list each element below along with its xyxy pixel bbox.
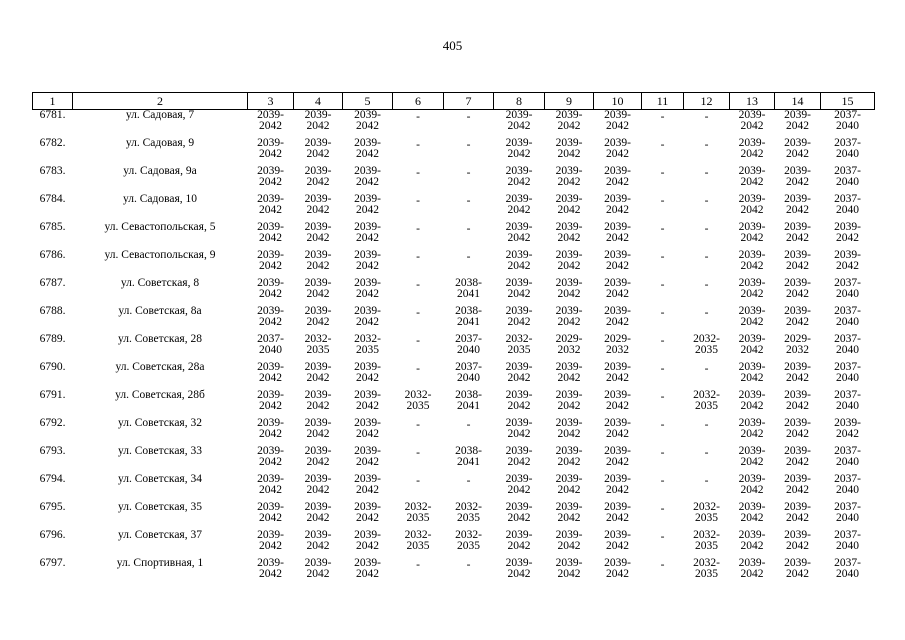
row-number: 6790.	[39, 361, 66, 373]
year-range-cell: 2039- 2042	[555, 361, 583, 384]
row-number: 6788.	[39, 305, 66, 317]
year-range-cell: -	[466, 167, 471, 179]
year-range-cell: 2039- 2042	[738, 361, 766, 384]
year-range-cell: -	[416, 167, 420, 179]
year-range-cell: 2039- 2042	[354, 473, 381, 496]
column-header-2: 2	[73, 93, 248, 110]
year-range-cell: 2039- 2042	[304, 165, 332, 188]
address-cell: ул. Советская, 28	[118, 333, 202, 345]
address-cell: ул. Советская, 33	[118, 445, 202, 457]
year-range-cell: -	[416, 447, 420, 459]
year-range-cell: -	[466, 559, 471, 571]
header-row	[33, 93, 875, 110]
year-range-cell: 2032- 2035	[404, 389, 432, 412]
address-cell: ул. Советская, 8	[120, 277, 200, 289]
address-cell: ул. Садовая, 7	[125, 109, 195, 121]
year-range-cell: 2039- 2042	[834, 221, 861, 244]
year-range-cell: 2039- 2042	[354, 389, 381, 412]
year-range-cell: 2032- 2035	[304, 333, 332, 356]
year-range-cell: 2039- 2042	[555, 445, 583, 468]
year-range-cell: 2037- 2040	[834, 501, 861, 524]
year-range-cell: 2039- 2042	[354, 417, 381, 440]
year-range-cell: 2032- 2035	[693, 389, 720, 412]
year-range-cell: -	[466, 111, 471, 123]
year-range-cell: -	[466, 223, 471, 235]
year-range-cell: 2039- 2042	[257, 389, 284, 412]
year-range-cell: 2039- 2042	[257, 473, 284, 496]
year-range-cell: 2039- 2042	[505, 473, 533, 496]
year-range-cell: 2039- 2042	[784, 221, 811, 244]
year-range-cell: -	[660, 391, 665, 403]
year-range-cell: 2038- 2041	[455, 277, 482, 300]
year-range-cell: -	[660, 419, 665, 431]
year-range-cell: 2039- 2042	[505, 109, 533, 132]
year-range-cell: 2039- 2042	[354, 529, 381, 552]
year-range-cell: -	[466, 195, 471, 207]
year-range-cell: 2039- 2042	[257, 361, 284, 384]
year-range-cell: -	[704, 195, 709, 207]
year-range-cell: 2039- 2042	[505, 389, 533, 412]
year-range-cell: 2037- 2040	[834, 109, 861, 132]
column-header-13: 13	[730, 93, 775, 110]
year-range-cell: 2039- 2042	[304, 501, 332, 524]
year-range-cell: 2039- 2042	[257, 445, 284, 468]
year-range-cell: 2039- 2042	[304, 277, 332, 300]
column-header-1: 1	[33, 93, 73, 110]
year-range-cell: 2039- 2042	[505, 249, 533, 272]
year-range-cell: 2039- 2042	[604, 557, 631, 580]
column-header-12: 12	[684, 93, 730, 110]
year-range-cell: -	[660, 111, 665, 123]
year-range-cell: -	[704, 167, 709, 179]
table-row	[33, 446, 875, 474]
row-number: 6792.	[39, 417, 66, 429]
year-range-cell: 2039- 2042	[555, 165, 583, 188]
year-range-cell: 2039- 2042	[354, 193, 381, 216]
year-range-cell: 2039- 2042	[505, 501, 533, 524]
year-range-cell: 2039- 2042	[304, 473, 332, 496]
table-row	[33, 474, 875, 502]
year-range-cell: 2039- 2042	[834, 417, 861, 440]
address-cell: ул. Садовая, 9а	[123, 165, 197, 177]
year-range-cell: -	[416, 223, 420, 235]
year-range-cell: 2039- 2042	[784, 249, 811, 272]
year-range-cell: 2037- 2040	[834, 305, 861, 328]
page-number: 405	[442, 38, 463, 53]
table-row	[33, 250, 875, 278]
year-range-cell: -	[660, 335, 665, 347]
year-range-cell: 2039- 2042	[257, 277, 284, 300]
table-row	[33, 138, 875, 166]
year-range-cell: 2032- 2035	[354, 333, 381, 356]
year-range-cell: 2039- 2042	[604, 221, 631, 244]
year-range-cell: 2039- 2042	[505, 529, 533, 552]
year-range-cell: -	[660, 167, 665, 179]
year-range-cell: -	[466, 475, 471, 487]
year-range-cell: 2039- 2042	[505, 305, 533, 328]
address-cell: ул. Советская, 35	[118, 501, 202, 513]
year-range-cell: 2039- 2042	[555, 557, 583, 580]
table-row	[33, 278, 875, 306]
year-range-cell: 2039- 2042	[604, 137, 631, 160]
year-range-cell: 2039- 2042	[505, 277, 533, 300]
year-range-cell: 2039- 2042	[257, 249, 284, 272]
year-range-cell: -	[660, 503, 665, 515]
year-range-cell: 2039- 2042	[505, 165, 533, 188]
year-range-cell: 2039- 2042	[784, 557, 811, 580]
year-range-cell: 2039- 2042	[257, 221, 284, 244]
year-range-cell: -	[416, 335, 420, 347]
column-header-11: 11	[642, 93, 684, 110]
year-range-cell: -	[416, 251, 420, 263]
year-range-cell: 2039- 2042	[784, 445, 811, 468]
column-header-8: 8	[494, 93, 545, 110]
year-range-cell: 2039- 2042	[604, 109, 631, 132]
table-row	[33, 306, 875, 334]
year-range-cell: 2039- 2042	[257, 109, 284, 132]
year-range-cell: 2039- 2042	[304, 221, 332, 244]
year-range-cell: 2039- 2042	[505, 445, 533, 468]
year-range-cell: 2032- 2035	[693, 557, 720, 580]
year-range-cell: 2037- 2040	[834, 445, 861, 468]
year-range-cell: 2039- 2042	[354, 165, 381, 188]
year-range-cell: 2039- 2042	[257, 165, 284, 188]
column-header-10: 10	[594, 93, 642, 110]
year-range-cell: -	[704, 279, 709, 291]
year-range-cell: 2029- 2032	[555, 333, 583, 356]
address-cell: ул. Садовая, 9	[125, 137, 195, 149]
year-range-cell: 2038- 2041	[455, 389, 482, 412]
column-header-4: 4	[294, 93, 343, 110]
year-range-cell: 2039- 2042	[354, 277, 381, 300]
column-header-7: 7	[444, 93, 494, 110]
year-range-cell: 2039- 2042	[304, 529, 332, 552]
row-number: 6793.	[39, 445, 66, 457]
year-range-cell: 2039- 2042	[604, 249, 631, 272]
year-range-cell: 2039- 2042	[555, 109, 583, 132]
year-range-cell: -	[704, 307, 709, 319]
year-range-cell: 2039- 2042	[555, 501, 583, 524]
row-number: 6783.	[39, 165, 66, 177]
year-range-cell: 2037- 2040	[834, 193, 861, 216]
address-cell: ул. Советская, 8а	[118, 305, 202, 317]
year-range-cell: -	[466, 419, 471, 431]
year-range-cell: 2039- 2042	[738, 389, 766, 412]
year-range-cell: 2039- 2042	[304, 389, 332, 412]
column-header-3: 3	[248, 93, 294, 110]
year-range-cell: -	[660, 195, 665, 207]
year-range-cell: 2037- 2040	[834, 389, 861, 412]
year-range-cell: 2039- 2042	[738, 501, 766, 524]
year-range-cell: 2037- 2040	[455, 361, 482, 384]
year-range-cell: 2039- 2042	[354, 445, 381, 468]
year-range-cell: 2039- 2042	[304, 193, 332, 216]
year-range-cell: 2037- 2040	[834, 557, 861, 580]
year-range-cell: 2039- 2042	[555, 417, 583, 440]
year-range-cell: 2039- 2042	[555, 277, 583, 300]
year-range-cell: 2039- 2042	[738, 557, 766, 580]
year-range-cell: 2039- 2042	[604, 473, 631, 496]
year-range-cell: 2039- 2042	[784, 277, 811, 300]
year-range-cell: 2039- 2042	[604, 417, 631, 440]
year-range-cell: -	[660, 447, 665, 459]
year-range-cell: 2039- 2042	[354, 501, 381, 524]
year-range-cell: 2039- 2042	[784, 193, 811, 216]
year-range-cell: 2032- 2035	[404, 501, 432, 524]
table-row	[33, 502, 875, 530]
year-range-cell: 2039- 2042	[257, 305, 284, 328]
table-row	[33, 222, 875, 250]
year-range-cell: 2039- 2042	[834, 249, 861, 272]
row-number: 6791.	[39, 389, 66, 401]
year-range-cell: 2039- 2042	[784, 473, 811, 496]
table-row	[33, 334, 875, 362]
year-range-cell: 2039- 2042	[784, 109, 811, 132]
row-number: 6785.	[39, 221, 66, 233]
year-range-cell: 2039- 2042	[784, 361, 811, 384]
year-range-cell: -	[660, 559, 665, 571]
year-range-cell: 2039- 2042	[604, 389, 631, 412]
year-range-cell: -	[660, 279, 665, 291]
year-range-cell: -	[704, 419, 709, 431]
year-range-cell: 2039- 2042	[738, 333, 766, 356]
year-range-cell: 2039- 2042	[304, 137, 332, 160]
year-range-cell: 2039- 2042	[257, 529, 284, 552]
year-range-cell: -	[660, 139, 665, 151]
year-range-cell: -	[416, 307, 420, 319]
year-range-cell: -	[704, 251, 709, 263]
year-range-cell: -	[416, 475, 420, 487]
year-range-cell: 2039- 2042	[738, 249, 766, 272]
year-range-cell: 2029- 2032	[604, 333, 631, 356]
year-range-cell: 2039- 2042	[505, 417, 533, 440]
year-range-cell: 2039- 2042	[738, 529, 766, 552]
address-cell: ул. Севастопольская, 9	[104, 249, 216, 261]
year-range-cell: -	[660, 251, 665, 263]
year-range-cell: 2039- 2042	[738, 417, 766, 440]
year-range-cell: -	[416, 111, 420, 123]
year-range-cell: -	[416, 363, 420, 375]
table-row	[33, 418, 875, 446]
year-range-cell: 2039- 2042	[784, 417, 811, 440]
year-range-cell: 2032- 2035	[404, 529, 432, 552]
year-range-cell: 2032- 2035	[455, 501, 482, 524]
table-row	[33, 194, 875, 222]
year-range-cell: 2039- 2042	[354, 221, 381, 244]
row-number: 6787.	[39, 277, 66, 289]
year-range-cell: 2039- 2042	[257, 501, 284, 524]
address-cell: ул. Советская, 34	[118, 473, 202, 485]
row-number: 6789.	[39, 333, 66, 345]
table-row	[33, 390, 875, 418]
column-header-6: 6	[393, 93, 444, 110]
year-range-cell: -	[704, 139, 709, 151]
row-number: 6797.	[39, 557, 66, 569]
year-range-cell: 2032- 2035	[505, 333, 533, 356]
year-range-cell: 2039- 2042	[738, 221, 766, 244]
year-range-cell: -	[704, 475, 709, 487]
year-range-cell: 2039- 2042	[784, 529, 811, 552]
year-range-cell: 2037- 2040	[834, 361, 861, 384]
table-row	[33, 166, 875, 194]
year-range-cell: -	[660, 363, 665, 375]
year-range-cell: -	[660, 531, 665, 543]
year-range-cell: -	[660, 223, 665, 235]
year-range-cell: -	[416, 139, 420, 151]
address-cell: ул. Спортивная, 1	[116, 557, 204, 569]
year-range-cell: 2039- 2042	[257, 193, 284, 216]
year-range-cell: 2039- 2042	[738, 137, 766, 160]
year-range-cell: 2039- 2042	[257, 417, 284, 440]
row-number: 6784.	[39, 193, 66, 205]
year-range-cell: 2039- 2042	[738, 193, 766, 216]
column-header-15: 15	[821, 93, 875, 110]
table-row	[33, 110, 875, 139]
year-range-cell: -	[704, 111, 709, 123]
year-range-cell: 2039- 2042	[354, 137, 381, 160]
year-range-cell: 2039- 2042	[304, 249, 332, 272]
year-range-cell: -	[416, 279, 420, 291]
year-range-cell: -	[416, 559, 420, 571]
address-cell: ул. Советская, 32	[118, 417, 202, 429]
year-range-cell: -	[704, 223, 709, 235]
year-range-cell: 2039- 2042	[257, 557, 284, 580]
column-header-5: 5	[343, 93, 393, 110]
year-range-cell: 2039- 2042	[738, 165, 766, 188]
year-range-cell: 2039- 2042	[304, 557, 332, 580]
year-range-cell: -	[416, 419, 420, 431]
year-range-cell: 2039- 2042	[784, 389, 811, 412]
year-range-cell: 2039- 2042	[257, 137, 284, 160]
year-range-cell: 2039- 2042	[304, 417, 332, 440]
year-range-cell: 2032- 2035	[455, 529, 482, 552]
year-range-cell: 2037- 2040	[834, 137, 861, 160]
year-range-cell: 2039- 2042	[604, 445, 631, 468]
year-range-cell: 2039- 2042	[505, 221, 533, 244]
row-number: 6782.	[39, 137, 66, 149]
year-range-cell: 2039- 2042	[784, 305, 811, 328]
year-range-cell: -	[466, 139, 471, 151]
year-range-cell: 2039- 2042	[555, 529, 583, 552]
year-range-cell: 2039- 2042	[604, 361, 631, 384]
row-number: 6796.	[39, 529, 66, 541]
year-range-cell: 2037- 2040	[834, 333, 861, 356]
year-range-cell: 2032- 2035	[693, 333, 720, 356]
year-range-cell: 2039- 2042	[555, 221, 583, 244]
year-range-cell: 2039- 2042	[555, 389, 583, 412]
table-row	[33, 558, 875, 586]
year-range-cell: 2039- 2042	[304, 445, 332, 468]
address-cell: ул. Советская, 28б	[115, 389, 205, 401]
row-number: 6786.	[39, 249, 66, 261]
year-range-cell: 2039- 2042	[555, 193, 583, 216]
year-range-cell: 2039- 2042	[604, 305, 631, 328]
year-range-cell: -	[660, 307, 665, 319]
year-range-cell: -	[416, 195, 420, 207]
row-number: 6781.	[39, 109, 66, 121]
year-range-cell: 2039- 2042	[604, 501, 631, 524]
year-range-cell: 2039- 2042	[304, 305, 332, 328]
row-number: 6795.	[39, 501, 66, 513]
year-range-cell: 2038- 2041	[455, 305, 482, 328]
year-range-cell: 2032- 2035	[693, 501, 720, 524]
year-range-cell: -	[660, 475, 665, 487]
year-range-cell: 2039- 2042	[304, 361, 332, 384]
year-range-cell: 2039- 2042	[738, 277, 766, 300]
year-range-cell: 2029- 2032	[784, 333, 811, 356]
year-range-cell: 2037- 2040	[257, 333, 284, 356]
year-range-cell: 2039- 2042	[604, 277, 631, 300]
table-body	[33, 110, 875, 587]
year-range-cell: 2039- 2042	[738, 109, 766, 132]
year-range-cell: 2037- 2040	[834, 473, 861, 496]
year-range-cell: 2037- 2040	[834, 529, 861, 552]
year-range-cell: 2039- 2042	[505, 137, 533, 160]
year-range-cell: 2039- 2042	[354, 249, 381, 272]
address-cell: ул. Советская, 37	[118, 529, 202, 541]
address-cell: ул. Севастопольская, 5	[104, 221, 216, 233]
year-range-cell: 2039- 2042	[784, 501, 811, 524]
year-range-cell: 2039- 2042	[784, 165, 811, 188]
year-range-cell: -	[466, 251, 471, 263]
column-header-14: 14	[775, 93, 821, 110]
year-range-cell: 2039- 2042	[604, 529, 631, 552]
year-range-cell: 2039- 2042	[738, 473, 766, 496]
year-range-cell: 2039- 2042	[555, 305, 583, 328]
table-row	[33, 362, 875, 390]
column-header-9: 9	[545, 93, 594, 110]
year-range-cell: 2039- 2042	[354, 557, 381, 580]
year-range-cell: 2039- 2042	[505, 557, 533, 580]
year-range-cell: 2039- 2042	[354, 305, 381, 328]
year-range-cell: 2039- 2042	[505, 193, 533, 216]
year-range-cell: 2039- 2042	[555, 137, 583, 160]
repair-schedule-table	[32, 92, 875, 586]
year-range-cell: 2037- 2040	[455, 333, 482, 356]
table-row	[33, 530, 875, 558]
year-range-cell: 2039- 2042	[304, 109, 332, 132]
address-cell: ул. Советская, 28а	[115, 361, 205, 373]
year-range-cell: 2039- 2042	[604, 165, 631, 188]
year-range-cell: 2037- 2040	[834, 165, 861, 188]
year-range-cell: 2038- 2041	[455, 445, 482, 468]
year-range-cell: 2039- 2042	[354, 361, 381, 384]
year-range-cell: 2039- 2042	[505, 361, 533, 384]
address-cell: ул. Садовая, 10	[122, 193, 198, 205]
year-range-cell: 2039- 2042	[604, 193, 631, 216]
row-number: 6794.	[39, 473, 66, 485]
year-range-cell: -	[704, 447, 709, 459]
year-range-cell: 2039- 2042	[738, 445, 766, 468]
year-range-cell: -	[704, 363, 709, 375]
year-range-cell: 2039- 2042	[784, 137, 811, 160]
year-range-cell: 2039- 2042	[354, 109, 381, 132]
year-range-cell: 2039- 2042	[555, 473, 583, 496]
year-range-cell: 2039- 2042	[738, 305, 766, 328]
year-range-cell: 2032- 2035	[693, 529, 720, 552]
year-range-cell: 2039- 2042	[555, 249, 583, 272]
year-range-cell: 2037- 2040	[834, 277, 861, 300]
